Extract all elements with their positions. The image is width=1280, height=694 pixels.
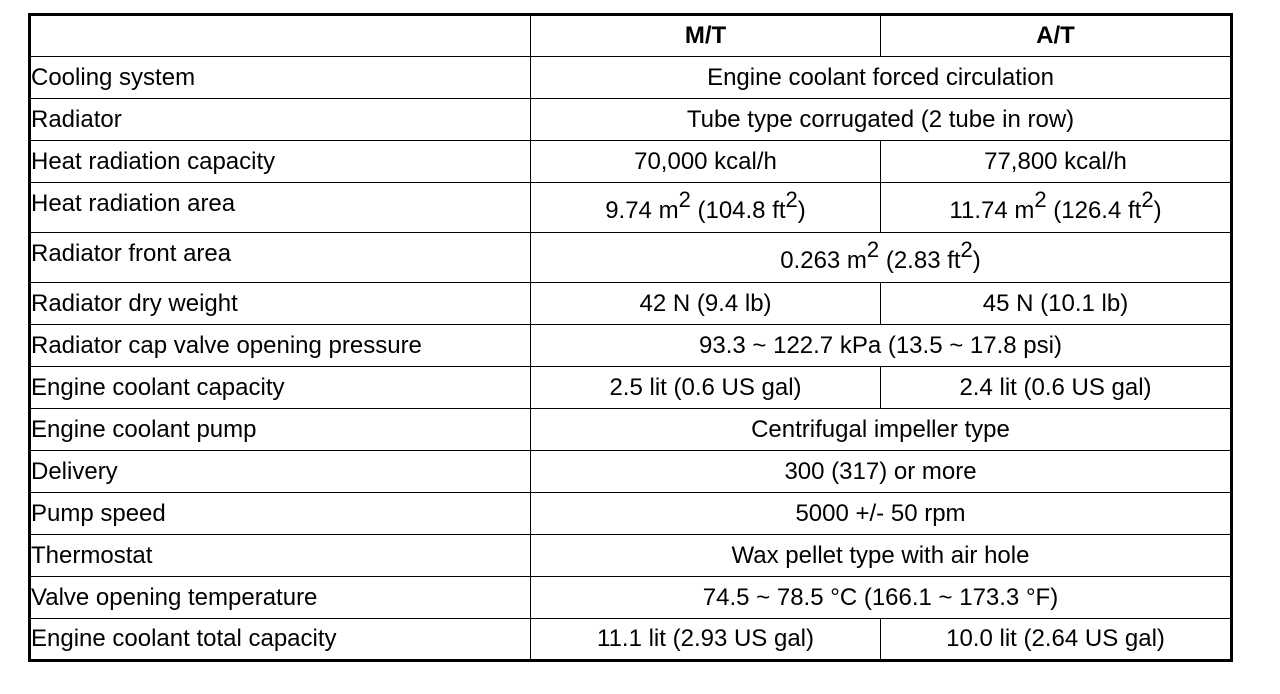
row-label: Delivery	[30, 451, 531, 493]
row-value-mt: 42 N (9.4 lb)	[531, 283, 881, 325]
row-label: Engine coolant capacity	[30, 367, 531, 409]
row-value: 5000 +/- 50 rpm	[531, 493, 1232, 535]
superscript: 2	[1034, 186, 1047, 212]
row-label: Valve opening temperature	[30, 577, 531, 619]
row-value-at: 77,800 kcal/h	[881, 141, 1232, 183]
superscript: 2	[960, 236, 973, 262]
value-text: )	[972, 246, 981, 274]
row-label: Heat radiation area	[30, 183, 531, 233]
header-row	[30, 15, 1232, 57]
row-value: Tube type corrugated (2 tube in row)	[531, 99, 1232, 141]
table-row	[30, 451, 1232, 493]
cooling-system-spec-table	[28, 13, 1233, 662]
row-label: Pump speed	[30, 493, 531, 535]
superscript: 2	[785, 186, 798, 212]
row-label: Thermostat	[30, 535, 531, 577]
superscript: 2	[678, 186, 691, 212]
row-value-at: 45 N (10.1 lb)	[881, 283, 1232, 325]
table-row	[30, 409, 1232, 451]
table-row	[30, 57, 1232, 99]
table-row	[30, 493, 1232, 535]
row-value-at	[881, 183, 1232, 233]
value-text: (126.4 ft	[1046, 196, 1142, 224]
row-value: Wax pellet type with air hole	[531, 535, 1232, 577]
row-label: Radiator front area	[30, 233, 531, 283]
row-value-mt: 70,000 kcal/h	[531, 141, 881, 183]
table-row	[30, 283, 1232, 325]
row-value-mt: 11.1 lit (2.93 US gal)	[531, 619, 881, 661]
superscript: 2	[1141, 186, 1154, 212]
value-text: (2.83 ft	[879, 246, 961, 274]
row-label: Radiator cap valve opening pressure	[30, 325, 531, 367]
value-text: 9.74 m	[605, 196, 679, 224]
value-text: )	[797, 196, 806, 224]
row-label: Radiator dry weight	[30, 283, 531, 325]
value-text: (104.8 ft	[690, 196, 786, 224]
table-row	[30, 99, 1232, 141]
row-value-mt	[531, 183, 881, 233]
value-text: 11.74 m	[949, 196, 1035, 224]
header-at: A/T	[881, 15, 1232, 57]
table-row	[30, 535, 1232, 577]
row-value: 93.3 ~ 122.7 kPa (13.5 ~ 17.8 psi)	[531, 325, 1232, 367]
table-row	[30, 233, 1232, 283]
row-value-mt: 2.5 lit (0.6 US gal)	[531, 367, 881, 409]
row-label: Engine coolant pump	[30, 409, 531, 451]
row-label: Radiator	[30, 99, 531, 141]
row-value: Engine coolant forced circulation	[531, 57, 1232, 99]
row-label: Heat radiation capacity	[30, 141, 531, 183]
header-mt: M/T	[531, 15, 881, 57]
table-row	[30, 367, 1232, 409]
table-row	[30, 619, 1232, 661]
table-row	[30, 577, 1232, 619]
row-label: Engine coolant total capacity	[30, 619, 531, 661]
row-value-at: 10.0 lit (2.64 US gal)	[881, 619, 1232, 661]
table-row	[30, 141, 1232, 183]
superscript: 2	[866, 236, 880, 262]
value-text: )	[1153, 196, 1162, 224]
header-blank-cell	[30, 15, 531, 57]
row-label: Cooling system	[30, 57, 531, 99]
table-row	[30, 183, 1232, 233]
row-value-at: 2.4 lit (0.6 US gal)	[881, 367, 1232, 409]
value-text: 0.263 m	[780, 246, 867, 274]
table-row	[30, 325, 1232, 367]
row-value	[531, 233, 1232, 283]
row-value: Centrifugal impeller type	[531, 409, 1232, 451]
row-value: 74.5 ~ 78.5 °C (166.1 ~ 173.3 °F)	[531, 577, 1232, 619]
row-value: 300 (317) or more	[531, 451, 1232, 493]
